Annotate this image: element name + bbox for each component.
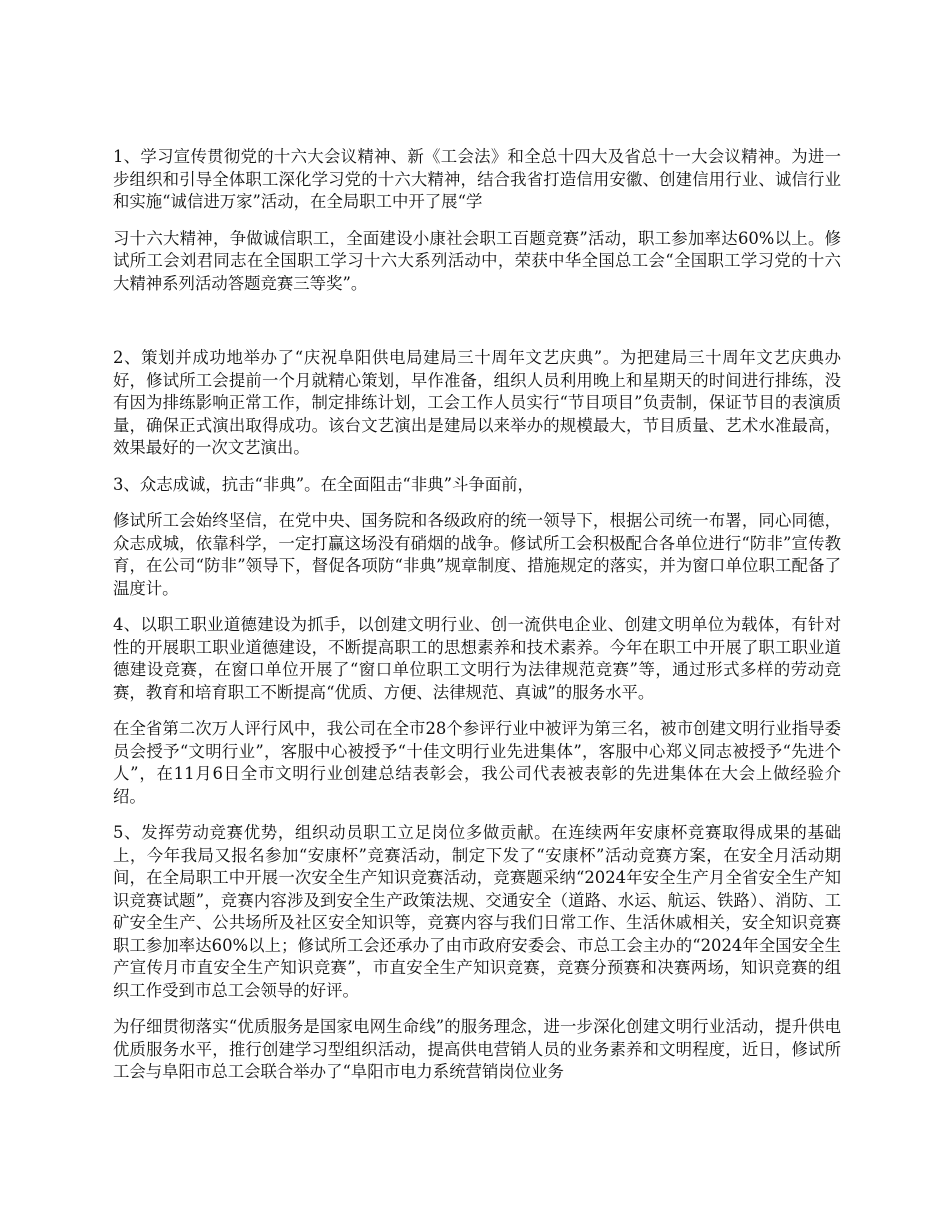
document-body [113,146,841,1098]
paragraph-1: 1、学习宣传贯彻党的十六大会议精神、新《工会法》和全总十四大及省总十一大会议精神。为进一步组织和引导全体职工深化学习党的十六大精神，结合我省打造信用安徽、创建信用行业、诚信行业和实施“诚信进万家”活动，在全局职工中开了展“学 [113,147,841,211]
paragraph-3: 3、众志成诚，抗击“非典”。在全面阻击“非典”斗争面前， [113,474,534,494]
paragraph-4-continued: 在全省第二次万人评行风中，我公司在全市28个参评行业中被评为第三名，被市创建文明行业指导委员会授予“文明行业”，客服中心被授予“十佳文明行业先进集体”，客服中心郑义同志被授予“先进个人”，在11月6日全市文明行业创建总结表彰会，我公司代表被表彰的先进集体在大会上做经验介绍。 [113,719,841,806]
paragraph-3-continued: 修试所工会始终坚信，在党中央、国务院和各级政府的统一领导下，根据公司统一布署，同心同德，众志成城，依靠科学，一定打赢这场没有硝烟的战争。修试所工会积极配合各单位进行“防非”宣传教育，在公司“防非”领导下，督促各项防“非典”规章制度、措施规定的落实，并为窗口单位职工配备了温度计。 [113,511,841,598]
paragraph-1-continued: 习十六大精神，争做诚信职工，全面建设小康社会职工百题竞赛”活动，职工参加率达60%以上。修试所工会刘君同志在全国职工学习十六大系列活动中，荣获中华全国总工会“全国职工学习党的十六大精神系列活动答题竞赛三等奖”。 [113,228,841,293]
paragraph-5: 5、发挥劳动竞赛优势，组织动员职工立足岗位多做贡献。在连续两年安康杯竞赛取得成果的基础上，今年我局又报名参加“安康杯”竞赛活动，制定下发了“安康杯”活动竞赛方案，在安全月活动期间，在全局职工中开展一次安全生产知识竞赛活动，竞赛题采纳“2024年安全生产月全省安全生产知识竞赛试题”，竞赛内容涉及到安全生产政策法规、交通安全（道路、水运、航运、铁路）、消防、工矿安全生产、公共场所及社区安全知识等，竞赛内容与我们日常工作、生活休戚相关，安全知识竞赛职工参加率达60%以上；修试所工会还承办了由市政府安委会、市总工会主办的“2024年全国安全生产宣传月市直安全生产知识竞赛”，市直安全生产知识竞赛，竞赛分预赛和决赛两场，知识竞赛的组织工作受到市总工会领导的好评。 [113,823,841,1000]
paragraph-6: 为仔细贯彻落实“优质服务是国家电网生命线”的服务理念，进一步深化创建文明行业活动，提升供电优质服务水平，推行创建学习型组织活动，提高供电营销人员的业务素养和文明程度，近日，修试所工会与阜阳市总工会联合举办了“阜阳市电力系统营销岗位业务 [113,1017,841,1081]
paragraph-4: 4、以职工职业道德建设为抓手，以创建文明行业、创一流供电企业、创建文明单位为载体，有针对性的开展职工职业道德建设，不断提高职工的思想素养和技术素养。今年在职工中开展了职工职业道德建设竞赛，在窗口单位开展了“窗口单位职工文明行为法律规范竞赛”等，通过形式多样的劳动竞赛，教育和培育职工不断提高“优质、方便、法律规范、真诚”的服务水平。 [113,615,841,702]
paragraph-2: 2、策划并成功地举办了“庆祝阜阳供电局建局三十周年文艺庆典”。为把建局三十周年文艺庆典办好，修试所工会提前一个月就精心策划，早作准备，组织人员利用晚上和星期天的时间进行排练，没有因为排练影响正常工作，制定排练计划，工会工作人员实行“节目项目”负责制，保证节目的表演质量，确保正式演出取得成功。该台文艺演出是建局以来举办的规模最大，节目质量、艺术水准最高，效果最好的一次文艺演出。 [113,348,841,457]
